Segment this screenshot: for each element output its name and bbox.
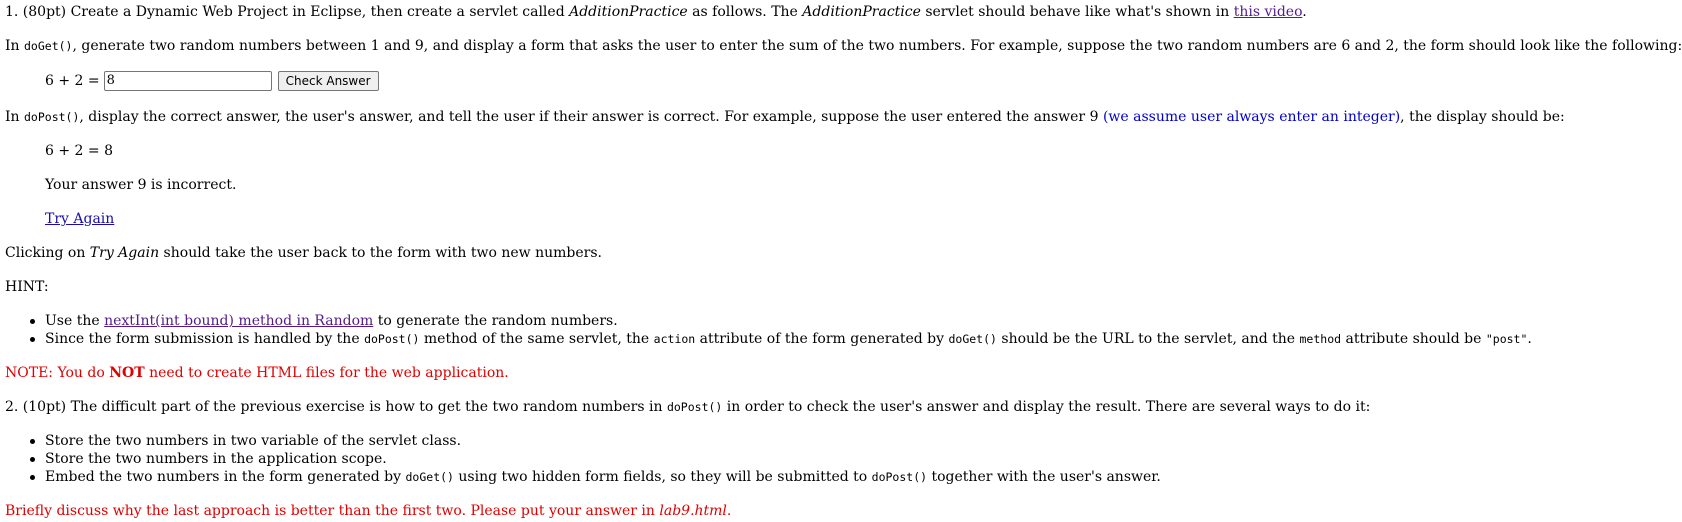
- q1-heading-text: servlet should behave like what's shown in: [920, 4, 1234, 20]
- doget-text: In: [5, 38, 24, 54]
- q2-text: 2. (10pt) The difficult part of the previous exercise is how to get the two random numbers in: [5, 399, 667, 415]
- form-equation: 6 + 2 =: [45, 73, 100, 89]
- result-message: Your answer 9 is incorrect.: [45, 177, 237, 193]
- hint-code: method: [1299, 332, 1342, 346]
- example-form: [45, 70, 379, 92]
- hint-text: Since the form submission is handled by the: [45, 331, 365, 347]
- approach-code: doGet(): [405, 470, 454, 484]
- note-paragraph: [5, 364, 509, 382]
- nextint-doc-link[interactable]: nextInt(int bound) method in Random: [104, 313, 374, 329]
- dopost-code: doPost(): [24, 110, 80, 124]
- try-again-emphasis: Try Again: [89, 245, 160, 261]
- hint-label: HINT:: [5, 279, 49, 295]
- approach-text: using two hidden form fields, so they will be submitted to: [453, 469, 872, 485]
- q2-text: in order to check the user's answer and display the result. There are several ways to do it:: [722, 399, 1371, 415]
- approach-text: together with the user's answer.: [927, 469, 1161, 485]
- servlet-name: AdditionPractice: [802, 4, 921, 20]
- hint-code: action: [653, 332, 696, 346]
- hint-text: attribute of the form generated by: [695, 331, 949, 347]
- servlet-name: AdditionPractice: [569, 4, 688, 20]
- q1-heading-text: 1. (80pt) Create a Dynamic Web Project in Eclipse, then create a servlet called: [5, 4, 570, 20]
- integer-assumption-note: (we assume user always enter an integer): [1102, 109, 1401, 125]
- discuss-text: Briefly discuss why the last approach is better than the first two. Please put your answer in: [5, 503, 660, 519]
- note-bold: NOT: [109, 365, 145, 381]
- dopost-text: , display the correct answer, the user's answer, and tell the user if their answer is correct. For example, suppose the user entered the answer 9: [79, 109, 1103, 125]
- hint-item: [27, 330, 1532, 348]
- answer-input[interactable]: [104, 71, 272, 91]
- result-equation: 6 + 2 = 8: [45, 143, 113, 159]
- hint-text: method of the same servlet, the: [419, 331, 654, 347]
- doget-text: , generate two random numbers between 1 and 9, and display a form that asks the user to enter the sum of the two numbers. For example, suppose the two random numbers are 6 and 2, the form should look like the following:: [72, 38, 1682, 54]
- hint-text: attribute should be: [1341, 331, 1486, 347]
- approach-item: Store the two numbers in the application scope.: [27, 450, 1161, 468]
- try-again-row: [45, 210, 114, 228]
- hint-text: .: [1527, 331, 1532, 347]
- hint-item: [27, 312, 1532, 330]
- q1-heading-text: .: [1302, 4, 1307, 20]
- note-text: NOTE: You do: [5, 365, 110, 381]
- approach-item: [27, 468, 1161, 486]
- hint-code: "post": [1485, 332, 1528, 346]
- q2-heading: [5, 398, 1370, 416]
- discuss-text: .: [726, 503, 732, 519]
- video-link[interactable]: this video: [1233, 4, 1303, 20]
- answer-filename: lab9.html: [659, 503, 727, 519]
- doget-code: doGet(): [24, 39, 73, 53]
- clicking-text: should take the user back to the form with two new numbers.: [159, 245, 602, 261]
- try-again-link[interactable]: Try Again: [45, 211, 115, 227]
- hint-code: doGet(): [948, 332, 997, 346]
- hint-text: Use the: [45, 313, 105, 329]
- hint-code: doPost(): [364, 332, 420, 346]
- approach-item: Store the two numbers in two variable of the servlet class.: [27, 432, 1161, 450]
- doget-paragraph: [5, 37, 1682, 55]
- clicking-paragraph: [5, 244, 602, 262]
- approach-list: [27, 432, 1161, 486]
- dopost-text: , the display should be:: [1400, 109, 1565, 125]
- dopost-paragraph: [5, 108, 1565, 126]
- hint-list: [27, 312, 1532, 348]
- note-text: need to create HTML files for the web application.: [144, 365, 509, 381]
- approach-text: Embed the two numbers in the form generated by: [45, 469, 406, 485]
- hint-text: should be the URL to the servlet, and the: [996, 331, 1300, 347]
- hint-text: to generate the random numbers.: [373, 313, 618, 329]
- check-answer-button[interactable]: Check Answer: [278, 71, 379, 91]
- q2-code: doPost(): [666, 400, 723, 414]
- q1-heading: [5, 3, 1307, 21]
- q1-heading-text: as follows. The: [687, 4, 803, 20]
- clicking-text: Clicking on: [5, 245, 90, 261]
- dopost-text: In: [5, 109, 24, 125]
- approach-code: doPost(): [871, 470, 928, 484]
- discuss-paragraph: [5, 502, 731, 520]
